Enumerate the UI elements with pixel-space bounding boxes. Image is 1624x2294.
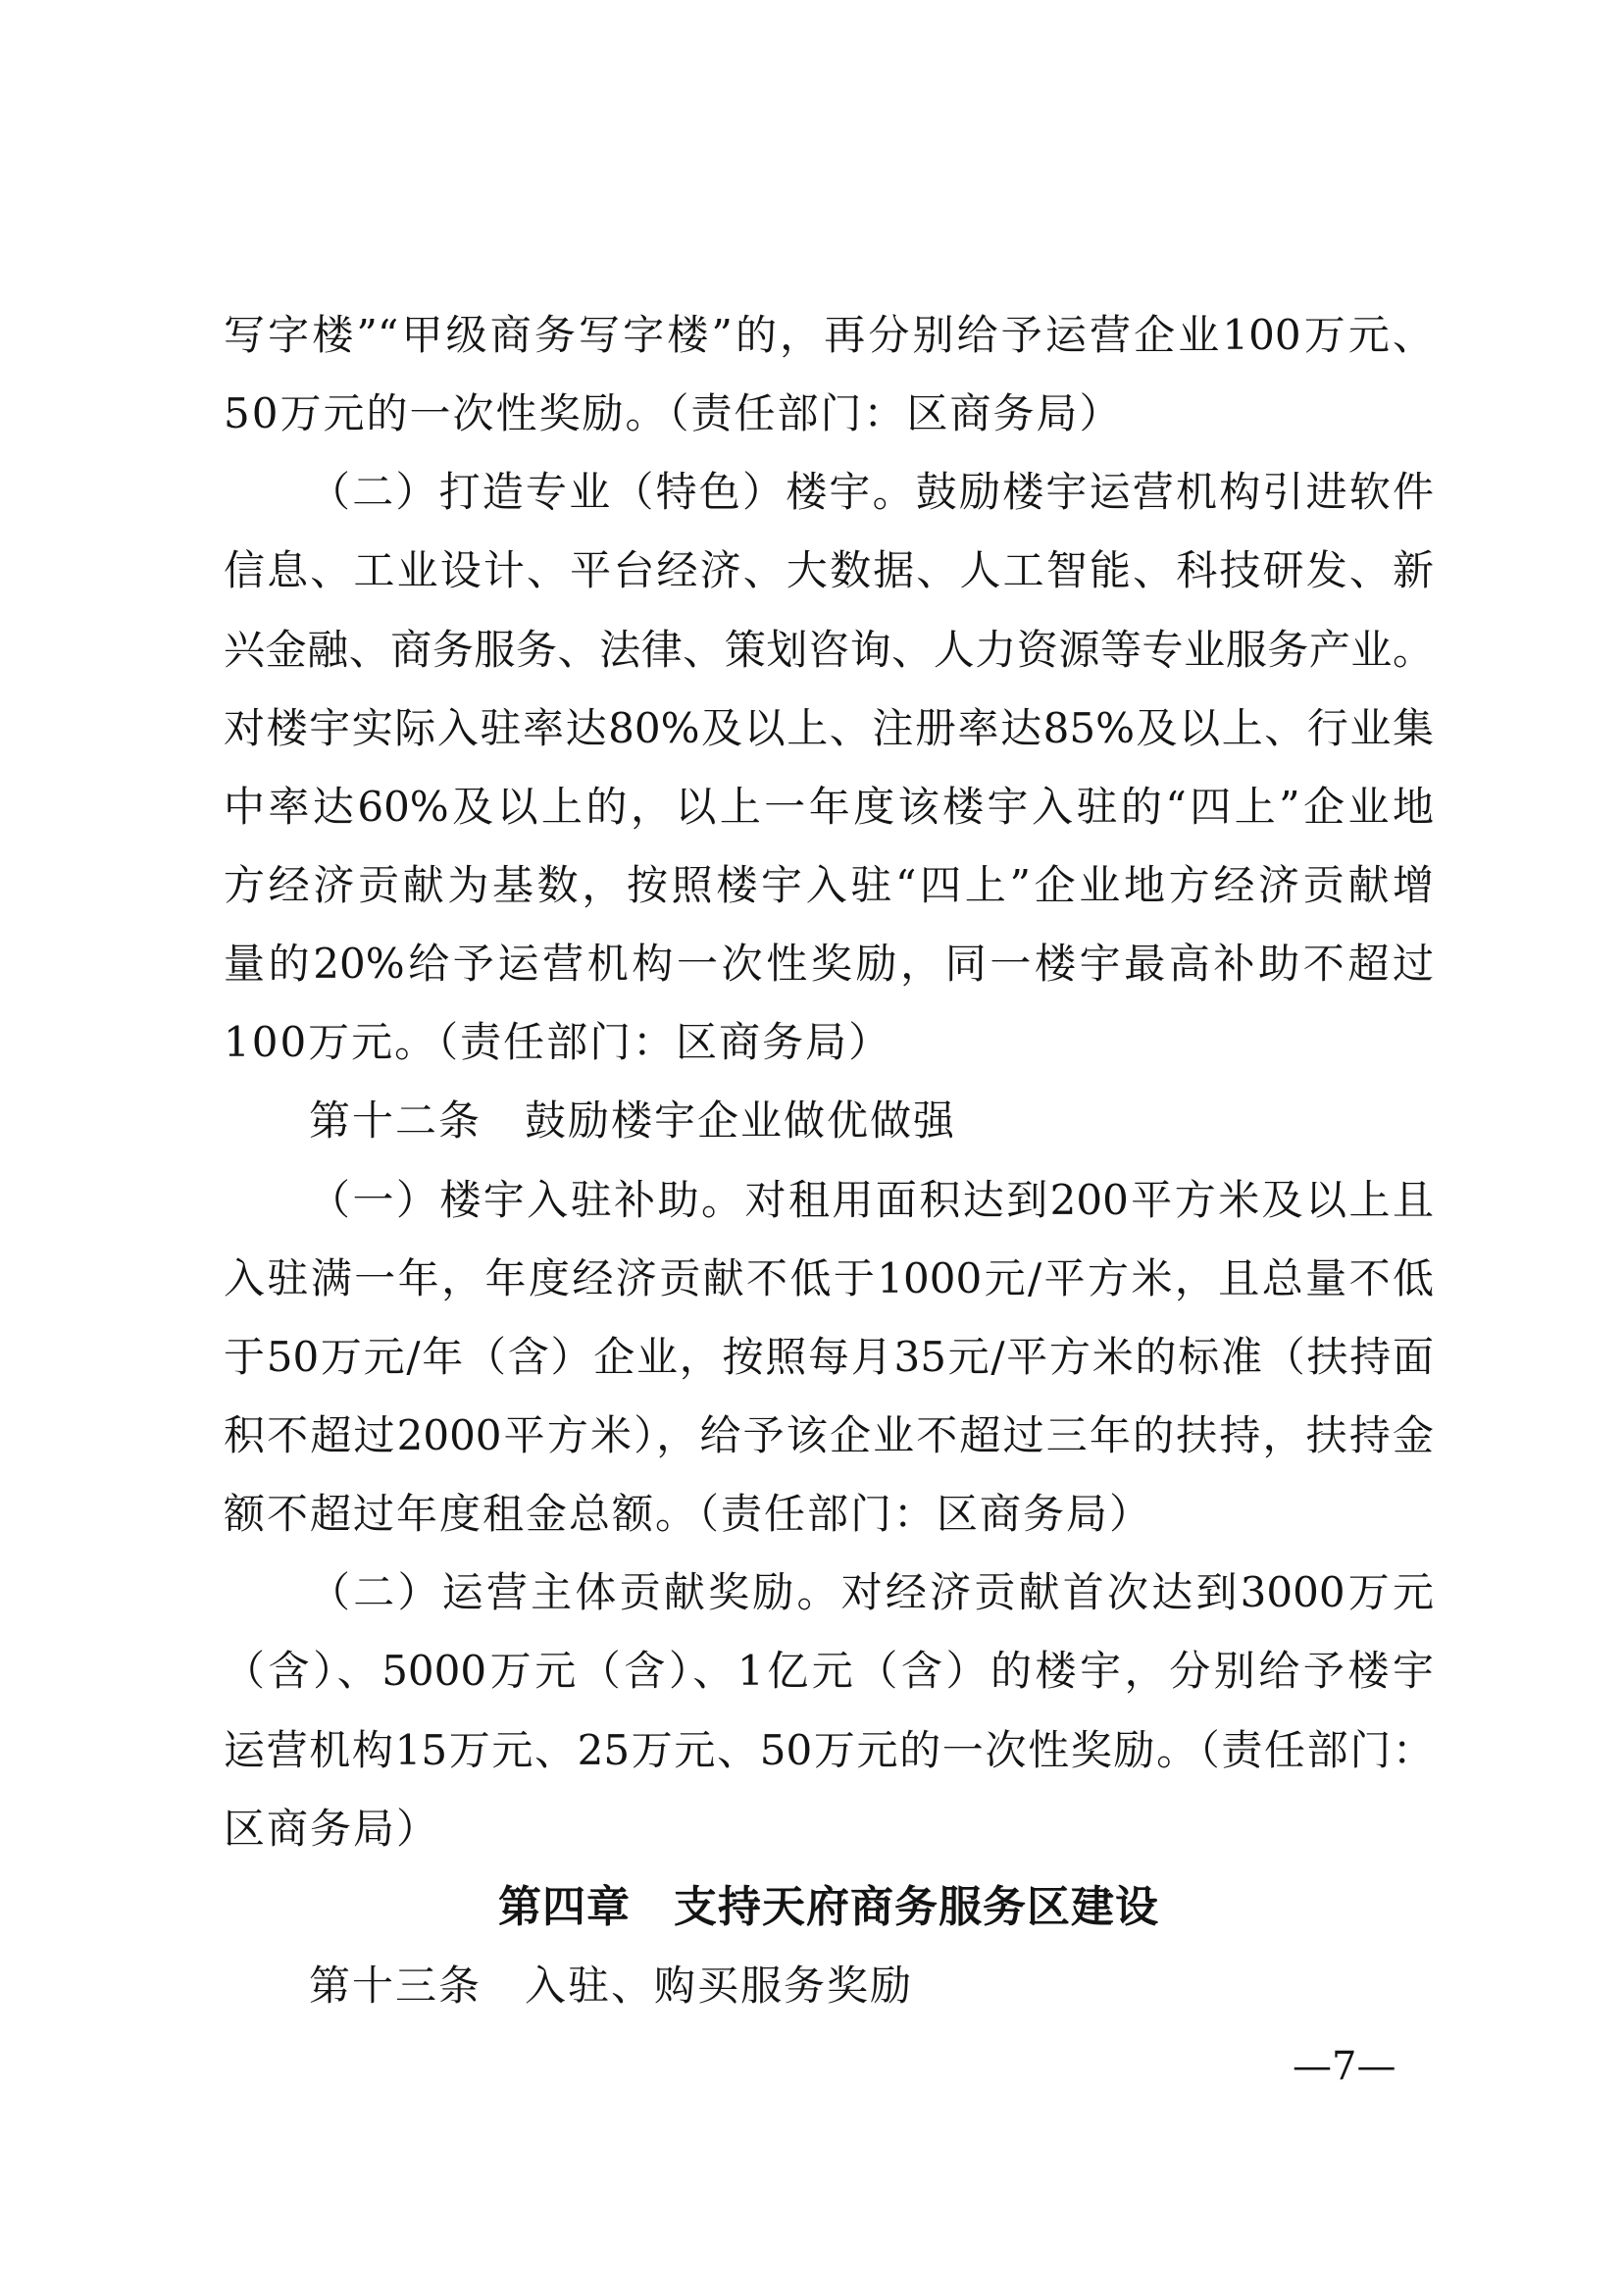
- paragraph-line: 信息、工业设计、平台经济、大数据、人工智能、科技研发、新: [224, 546, 1434, 595]
- article-number: 第十二条: [309, 1096, 482, 1146]
- paragraph-line: 兴金融、商务服务、法律、策划咨询、人力资源等专业服务产业。: [224, 625, 1434, 674]
- article-number: 第十三条: [309, 1961, 482, 2010]
- chapter-title: 支持天府商务服务区建设: [674, 1881, 1159, 1932]
- paragraph-line: （二）运营主体贡献奖励。对经济贡献首次达到3000万元: [309, 1568, 1434, 1617]
- paragraph-line: 额不超过年度租金总额。（责任部门：区商务局）: [224, 1490, 1153, 1539]
- document-body: [224, 296, 1434, 2025]
- paragraph-specialized-buildings: [224, 453, 1434, 1082]
- paragraph-line: 积不超过2000平方米），给予该企业不超过三年的扶持，扶持金: [224, 1410, 1434, 1459]
- paragraph-occupancy-subsidy: [224, 1161, 1434, 1555]
- paragraph-line: 区商务局）: [224, 1804, 440, 1853]
- chapter-heading: [224, 1868, 1434, 1947]
- paragraph-line: （二）打造专业（特色）楼宇。鼓励楼宇运营机构引进软件: [309, 468, 1434, 517]
- page-number: —7—: [1293, 2044, 1396, 2089]
- paragraph-operator-reward: [224, 1554, 1434, 1868]
- paragraph-line: 入驻满一年，年度经济贡献不低于1000元/平方米，且总量不低: [224, 1253, 1434, 1302]
- paragraph-line: 运营机构15万元、25万元、50万元的一次性奖励。（责任部门：: [224, 1725, 1434, 1774]
- paragraph-line: 中率达60%及以上的，以上一年度该楼宇入驻的“四上”企业地: [224, 782, 1434, 831]
- paragraph-line: 对楼宇实际入驻率达80%及以上、注册率达85%及以上、行业集: [224, 703, 1434, 752]
- article-heading: [224, 1082, 1434, 1160]
- paragraph-line: 50万元的一次性奖励。（责任部门：区商务局）: [224, 389, 1123, 438]
- paragraph-line: 于50万元/年（含）企业，按照每月35元/平方米的标准（扶持面: [224, 1332, 1434, 1381]
- article-heading: [224, 1947, 1434, 2025]
- paragraph-line: 方经济贡献为基数，按照楼宇入驻“四上”企业地方经济贡献增: [224, 860, 1434, 909]
- paragraph-line: 量的20%给予运营机构一次性奖励，同一楼宇最高补助不超过: [224, 940, 1434, 989]
- chapter-number: 第四章: [498, 1881, 631, 1932]
- article-title: 鼓励楼宇企业做优做强: [525, 1096, 957, 1146]
- paragraph-line: （一）楼宇入驻补助。对租用面积达到200平方米及以上且: [309, 1175, 1434, 1224]
- article-title: 入驻、购买服务奖励: [525, 1961, 914, 2010]
- paragraph-line: 100万元。（责任部门：区商务局）: [224, 1018, 892, 1067]
- paragraph-line: （含）、5000万元（含）、1亿元（含）的楼宇，分别给予楼宇: [224, 1647, 1434, 1696]
- paragraph-line: 写字楼”“甲级商务写字楼”的，再分别给予运营企业100万元、: [224, 311, 1434, 359]
- paragraph-continued: [224, 296, 1434, 453]
